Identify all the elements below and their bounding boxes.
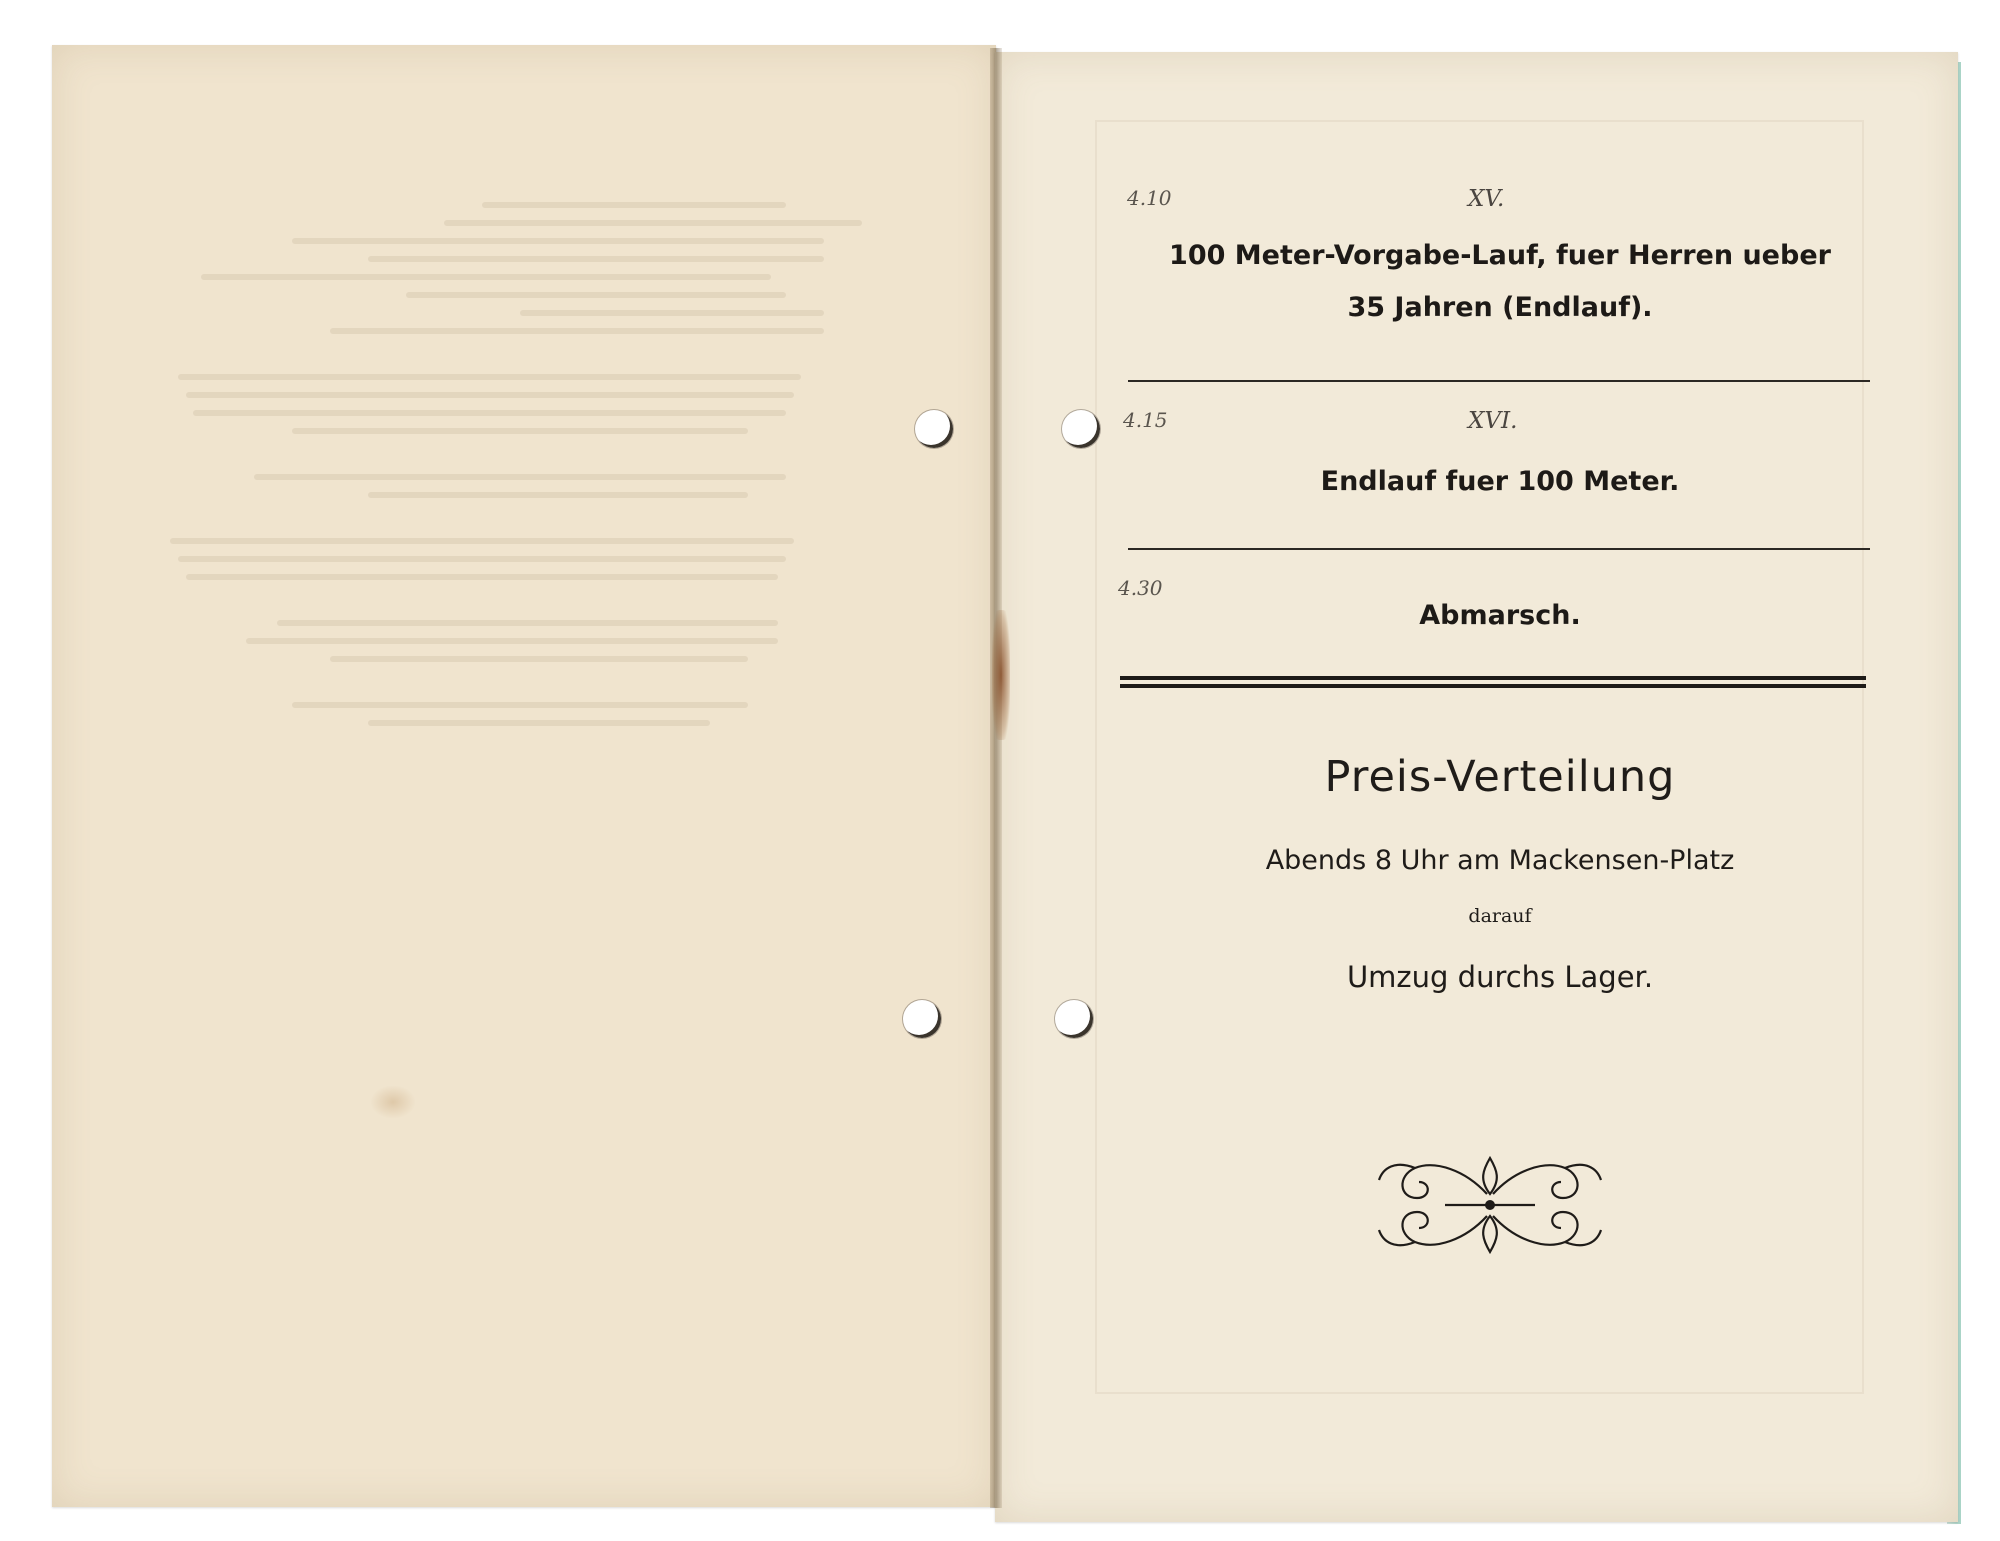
- item-number: XV.: [1468, 186, 1505, 212]
- bleed-through-text: [140, 190, 900, 1370]
- ornament-icon: [1375, 1150, 1605, 1260]
- section-divider: [1128, 548, 1870, 550]
- event-title: Abmarsch.: [1419, 600, 1581, 631]
- item-time: 4.30: [1118, 576, 1163, 600]
- item-time: 4.15: [1123, 408, 1168, 432]
- section-divider: [1128, 380, 1870, 382]
- double-divider: [1120, 676, 1866, 688]
- punch-hole-icon: [903, 1000, 941, 1038]
- event-title: Endlauf fuer 100 Meter.: [1320, 466, 1680, 497]
- rust-stain: [992, 610, 1010, 740]
- item-time: 4.10: [1127, 186, 1172, 210]
- punch-hole-icon: [915, 410, 953, 448]
- award-time-place: Abends 8 Uhr am Mackensen-Platz: [1265, 845, 1735, 876]
- item-number: XVI.: [1468, 408, 1518, 434]
- award-connector: darauf: [1468, 905, 1532, 927]
- award-after: Umzug durchs Lager.: [1346, 960, 1654, 994]
- paper-stain: [370, 1085, 416, 1119]
- punch-hole-icon: [1062, 410, 1100, 448]
- spine-fold: [990, 48, 1002, 1508]
- award-title: Preis-Verteilung: [1324, 752, 1676, 802]
- event-title-line-1: 100 Meter-Vorgabe-Lauf, fuer Herren ueber: [1169, 240, 1831, 271]
- punch-hole-icon: [1055, 1000, 1093, 1038]
- event-title-line-2: 35 Jahren (Endlauf).: [1347, 292, 1653, 323]
